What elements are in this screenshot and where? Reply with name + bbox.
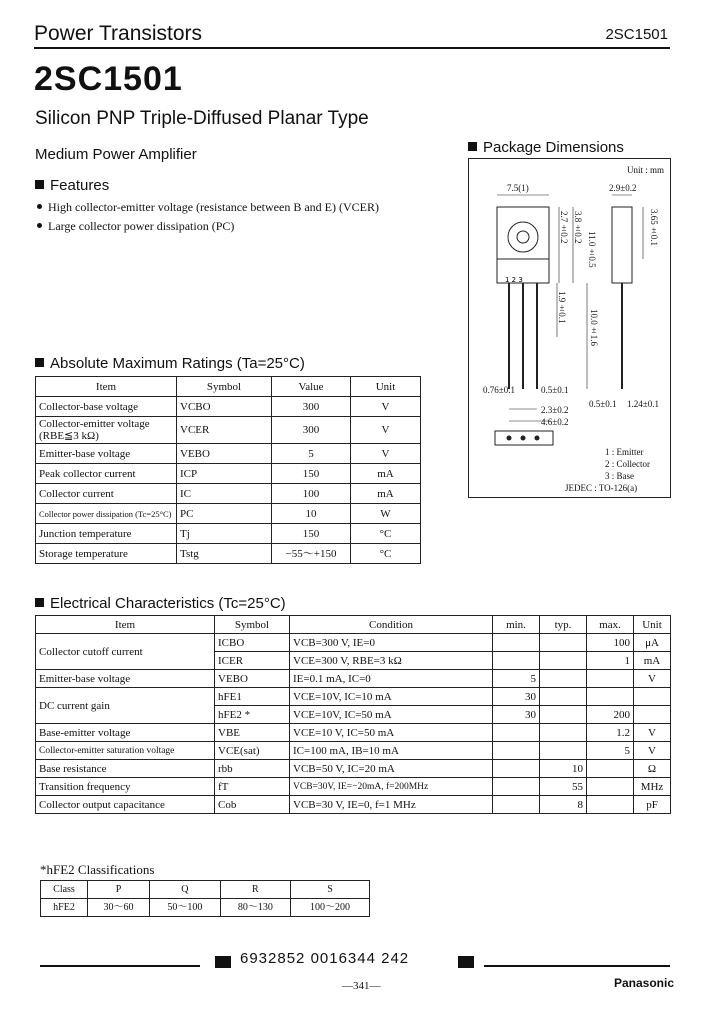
barcode-mark-icon [458, 956, 474, 968]
application: Medium Power Amplifier [35, 146, 197, 163]
bullet-square-icon [35, 358, 44, 367]
col-header: Unit [351, 377, 421, 397]
table-header-row [36, 377, 421, 397]
brand-logo: Panasonic [613, 976, 674, 990]
table-row: Peak collector current ICP 150 mA [36, 464, 421, 484]
table-row: Storage temperature Tstg −55～+150 °C [36, 544, 421, 564]
dim-label: 10.0±1.6 [589, 309, 599, 346]
table-row: Collector cutoff current ICBO VCB=300 V, IE=0 100 μA [36, 634, 671, 652]
svg-text:1 2 3: 1 2 3 [505, 276, 523, 284]
table-header-row: Item Symbol Condition min. typ. max. Unit [36, 616, 671, 634]
package-drawing-box [468, 158, 671, 498]
dim-label: 1.9±0.1 [557, 291, 567, 324]
bullet-square-icon [468, 142, 477, 151]
hfe-heading: *hFE2 Classifications [40, 862, 155, 877]
page-number: —341— [342, 980, 381, 992]
header-part: 2SC1501 [605, 26, 668, 43]
dim-label: 0.5±0.1 [541, 385, 569, 395]
dim-label: 2.7±0.2 [559, 211, 569, 244]
dim-label: 1.24±0.1 [627, 399, 659, 409]
dim-label: 0.5±0.1 [589, 399, 617, 409]
feature-item: High collector-emitter voltage (resistance between B and E) (VCER) [37, 200, 379, 215]
table-row: Base resistance rbb VCB=50 V, IC=20 mA 10 Ω [36, 760, 671, 778]
table-row: Collector current IC 100 mA [36, 484, 421, 504]
table-row: ICER VCE=300 V, RBE=3 kΩ 1 mA [36, 652, 671, 670]
pin-label: 1 : Emitter [605, 447, 644, 457]
table-row: Collector-emitter saturation voltage VCE(sat) IC=100 mA, IB=10 mA 5 V [36, 742, 671, 760]
dim-label: 0.76±0.1 [483, 385, 515, 395]
table-row: Transition frequency fT VCB=30V, IE=−20mA, f=200MHz 55 MHz [36, 778, 671, 796]
package-body-side [612, 207, 632, 283]
barcode-mark-icon [215, 956, 231, 968]
header-rule [34, 47, 670, 49]
elec-table [35, 615, 671, 814]
table-row: Collector-base voltage VCBO 300 V [36, 397, 421, 417]
dim-label: 2.3±0.2 [541, 405, 569, 415]
features-heading: Features [35, 177, 109, 194]
pin-label: 2 : Collector [605, 459, 650, 469]
dim-label: 7.5(1) [507, 183, 529, 193]
pin-label: 3 : Base [605, 471, 634, 481]
jedec-label: JEDEC : TO-126(a) [565, 483, 638, 493]
barcode-number: 6932852 0016344 242 [240, 950, 410, 967]
table-row: hFE2 * VCE=10V, IC=50 mA 30 200 [36, 706, 671, 724]
dim-label: 11.0±0.5 [587, 231, 597, 268]
table-row: Collector power dissipation (Tc=25°C) PC 10 W [36, 504, 421, 524]
table-row: Junction temperature Tj 150 °C [36, 524, 421, 544]
hfe-table [40, 880, 370, 917]
col-header: Item [36, 377, 177, 397]
elec-heading: Electrical Characteristics (Tc=25°C) [35, 595, 286, 612]
footer-rule-left [40, 965, 200, 967]
table-row: DC current gain hFE1 VCE=10V, IC=10 mA 30 [36, 688, 671, 706]
table-header-row: Class P Q R S [41, 881, 370, 899]
bullet-square-icon [35, 598, 44, 607]
subtitle: Silicon PNP Triple-Diffused Planar Type [35, 108, 369, 129]
abs-max-table [35, 376, 421, 564]
table-row: Collector output capacitance Cob VCB=30 V, IE=0, f=1 MHz 8 pF [36, 796, 671, 814]
header-category: Power Transistors [34, 22, 203, 45]
bullet-dot-icon [37, 223, 42, 228]
package-body-front [497, 207, 549, 283]
table-row: Collector-emitter voltage (RBE≦3 kΩ) VCER 300 V [36, 417, 421, 444]
col-header: Symbol [177, 377, 272, 397]
table-row: Emitter-base voltage VEBO 5 V [36, 444, 421, 464]
bullet-square-icon [35, 180, 44, 189]
feature-item: Large collector power dissipation (PC) [37, 219, 234, 234]
part-number: 2SC1501 [34, 60, 183, 98]
col-header: Value [272, 377, 351, 397]
mounting-hole [508, 222, 538, 252]
package-heading: Package Dimensions [468, 139, 624, 156]
table-row: Base-emitter voltage VBE VCE=10 V, IC=50 mA 1.2 V [36, 724, 671, 742]
dim-label: 3.65±0.1 [649, 209, 659, 246]
footer-rule-right [484, 965, 670, 967]
package-unit: Unit : mm [626, 165, 664, 175]
abs-max-heading: Absolute Maximum Ratings (Ta=25°C) [35, 355, 305, 372]
table-row: Emitter-base voltage VEBO IE=0.1 mA, IC=0 5 V [36, 670, 671, 688]
dim-label: 3.8±0.2 [573, 211, 583, 244]
table-row: hFE2 30～60 50～100 80～130 100～200 [41, 899, 370, 917]
dim-label: 4.6±0.2 [541, 417, 569, 427]
bullet-dot-icon [37, 204, 42, 209]
dim-label: 2.9±0.2 [609, 183, 637, 193]
